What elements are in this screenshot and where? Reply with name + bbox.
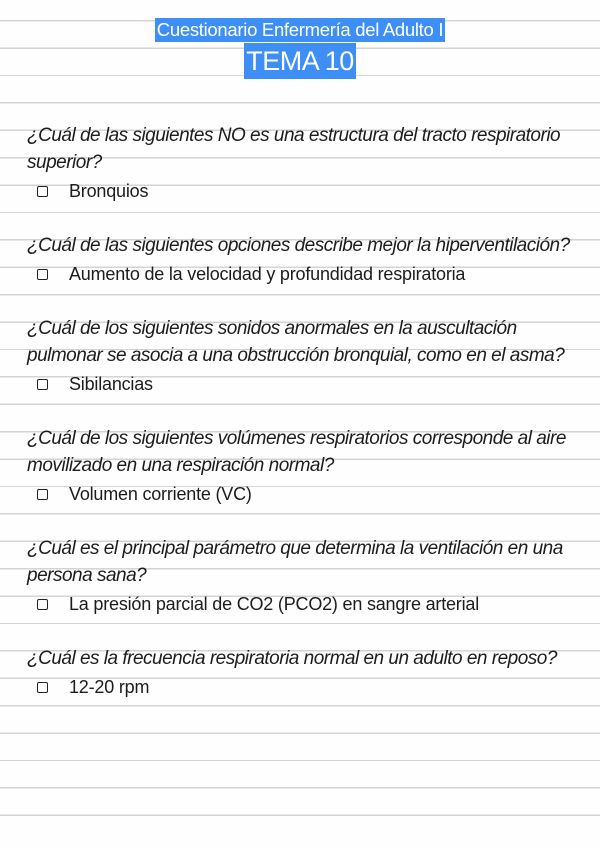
question-item xyxy=(27,535,583,619)
answer-text: Volumen corriente (VC) xyxy=(69,483,252,504)
question-text: ¿Cuál es la frecuencia respiratoria normal en un adulto en reposo? xyxy=(27,648,557,669)
checkbox-icon[interactable] xyxy=(37,379,48,390)
question-item xyxy=(27,645,583,702)
question-text: ¿Cuál de los siguientes volúmenes respiratorios corresponde al aire movilizado en una respiración normal? xyxy=(27,428,566,476)
question-text: ¿Cuál de las siguientes opciones describe mejor la hiperventilación? xyxy=(27,235,570,256)
topic-line xyxy=(0,42,600,79)
document-header xyxy=(0,18,600,79)
checkbox-icon[interactable] xyxy=(37,269,48,280)
checkbox-icon[interactable] xyxy=(37,489,48,500)
answer-text: 12-20 rpm xyxy=(69,676,150,697)
answer-option[interactable] xyxy=(37,259,583,289)
answer-option[interactable] xyxy=(37,479,583,509)
checkbox-icon[interactable] xyxy=(37,186,48,197)
question-item xyxy=(27,232,583,289)
title-line xyxy=(0,18,600,42)
question-list xyxy=(27,122,583,728)
answer-text: Aumento de la velocidad y profundidad respiratoria xyxy=(69,263,466,284)
answer-text: Sibilancias xyxy=(69,373,153,394)
question-item xyxy=(27,315,583,399)
checkbox-icon[interactable] xyxy=(37,682,48,693)
question-text: ¿Cuál de los siguientes sonidos anormales en la auscultación pulmonar se asocia a una obstrucción bronquial, como en el asma? xyxy=(27,318,565,366)
question-text: ¿Cuál es el principal parámetro que determina la ventilación en una persona sana? xyxy=(27,538,563,586)
answer-text: Bronquios xyxy=(69,180,149,201)
answer-option[interactable] xyxy=(37,589,583,619)
question-text: ¿Cuál de las siguientes NO es una estructura del tracto respiratorio superior? xyxy=(27,125,561,173)
answer-option[interactable] xyxy=(37,672,583,702)
answer-text: La presión parcial de CO2 (PCO2) en sangre arterial xyxy=(69,593,480,614)
question-item xyxy=(27,122,583,206)
answer-option[interactable] xyxy=(37,176,583,206)
checkbox-icon[interactable] xyxy=(37,599,48,610)
topic-heading: TEMA 10 xyxy=(244,43,356,79)
question-item xyxy=(27,425,583,509)
document-title: Cuestionario Enfermería del Adulto I xyxy=(156,19,444,40)
answer-option[interactable] xyxy=(37,369,583,399)
